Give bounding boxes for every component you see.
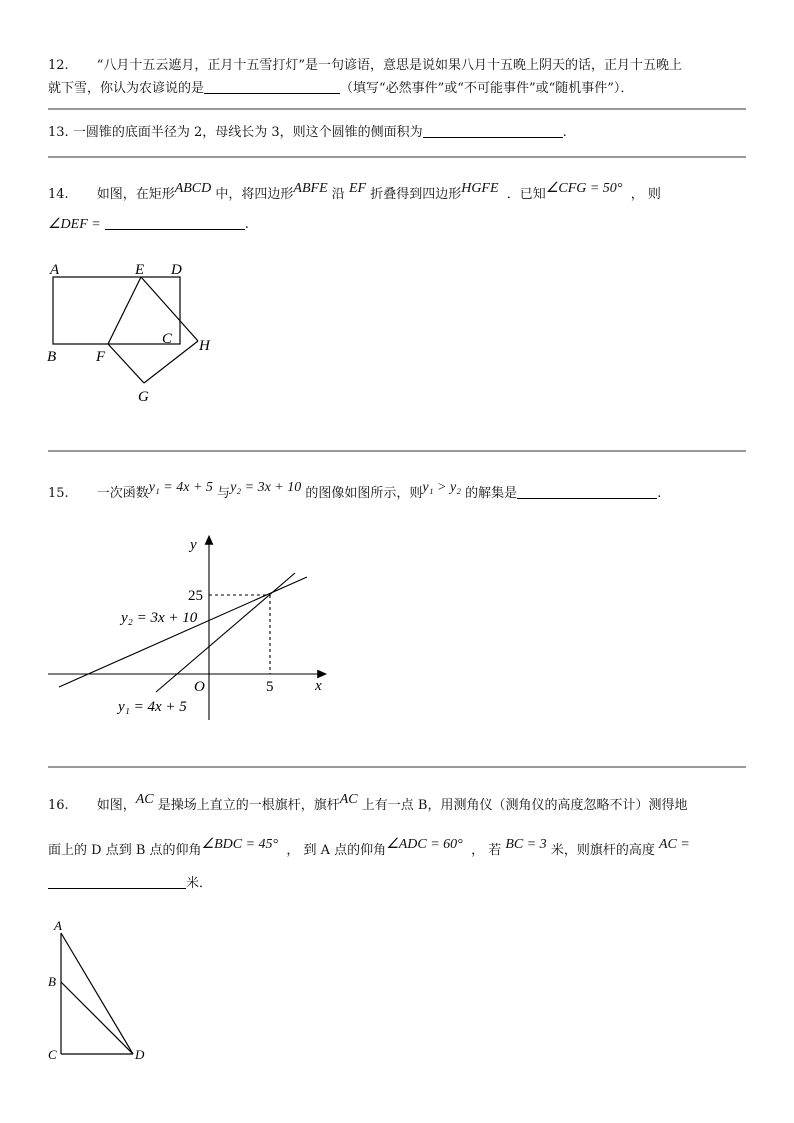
fold-line-ef (108, 277, 141, 344)
q16-math-bdc: ∠BDC = 45° (201, 837, 279, 852)
q12-line1 (48, 54, 682, 73)
line-y2-label: y₂ = 3x + 10 (121, 610, 198, 626)
q14-end: . (244, 217, 249, 232)
label-c: C (162, 331, 173, 347)
label-c: C (48, 1047, 57, 1062)
line-y1-label: y₁ = 4x + 5 (118, 699, 187, 715)
q15-text: 的解集是 (465, 486, 518, 501)
q15-number: 15. (48, 486, 69, 501)
tick-label-5: 5 (266, 679, 274, 695)
q15-end: . (657, 486, 662, 501)
q16-math-ac: AC (135, 792, 154, 807)
label-e: E (135, 262, 145, 278)
q15-graph (44, 530, 344, 725)
label-a: A (50, 262, 60, 278)
q16-line3 (48, 872, 212, 891)
label-f: F (96, 349, 106, 365)
label-d: D (171, 262, 182, 278)
q15-math-y1: y₁ = 4x + 5 (148, 480, 213, 495)
q14-math-def: ∠DEF = (48, 217, 101, 232)
q13 (48, 121, 567, 140)
q14-text: 沿 (331, 187, 345, 202)
q16-text: 上有一点 B，用测角仪（测角仪的高度忽略不计）测得地 (361, 798, 688, 813)
q14-math-hgfe: HGFE (461, 181, 499, 196)
label-b: B (48, 974, 56, 989)
q16-answer-blank[interactable] (48, 875, 186, 889)
q15 (48, 480, 661, 501)
q16-line2 (48, 836, 690, 858)
divider (48, 108, 746, 110)
q16-text: 米，则旗杆的高度 (550, 843, 655, 858)
q16-text: 是操场上直立的一根旗杆，旗杆 (157, 798, 340, 813)
q12-answer-blank[interactable] (204, 80, 340, 94)
q14-text: ．已知 (506, 187, 546, 202)
q14-figure (40, 258, 230, 408)
y-axis-label: y (190, 537, 197, 553)
divider (48, 156, 746, 158)
q16-math-ac: AC (339, 792, 358, 807)
origin-label: O (194, 679, 205, 695)
rectangle-abcd (53, 277, 180, 344)
divider (48, 450, 746, 452)
q14-number: 14. (48, 187, 69, 202)
q14-math-ef: EF (348, 181, 367, 196)
label-h: H (199, 338, 210, 354)
segment-hg (144, 341, 198, 383)
segment-gf (108, 344, 144, 383)
q13-end: . (562, 125, 567, 140)
q16-figure (40, 918, 160, 1068)
q13-number: 13. (48, 125, 69, 140)
q12-text-line1: “八月十五云遮月，正月十五雪打灯”是一句谚语，意思是说如果八月十五晚上阴天的话，正月十五晚上 (96, 58, 682, 73)
q16-line1 (48, 792, 687, 813)
q14-answer-blank[interactable] (105, 216, 245, 230)
q16-text: 面上的 D 点到 B 点的仰角 (48, 843, 202, 858)
divider (48, 766, 746, 768)
q14-math-abfe: ABFE (293, 181, 328, 196)
q13-answer-blank[interactable] (423, 124, 563, 138)
q16-math-ac: AC = (658, 837, 690, 852)
q15-text: 与 (217, 486, 231, 501)
q15-math-y2: y₂ = 3x + 10 (230, 480, 302, 495)
q16-text: 米． (186, 876, 213, 891)
q14-math-cfg: ∠CFG = 50° (545, 181, 623, 196)
q16-text: ， 到 A 点的仰角 (286, 843, 387, 858)
q16-text: ， 若 (471, 843, 502, 858)
q14-text: 折叠得到四边形 (370, 187, 462, 202)
x-axis-label: x (315, 678, 322, 694)
q14-line2 (48, 216, 249, 233)
label-a: A (54, 918, 62, 933)
q14-text: 如图，在矩形 (96, 187, 175, 202)
q14-line1 (48, 180, 661, 202)
q12-text-line2b: （填写“必然事件”或“不可能事件”或“随机事件”）． (340, 81, 634, 96)
label-b: B (47, 349, 57, 365)
label-d: D (135, 1047, 145, 1062)
q12-line2 (48, 77, 633, 96)
q16-math-adc: ∠ADC = 60° (386, 837, 463, 852)
q13-text: 一圆锥的底面半径为 2，母线长为 3，则这个圆锥的侧面积为 (72, 125, 423, 140)
q15-math-ineq: y₁ > y₂ (422, 480, 462, 495)
q16-text: 如图， (96, 798, 136, 813)
tick-label-25: 25 (188, 588, 203, 604)
label-g: G (138, 389, 149, 405)
q12-text-line2a: 就下雪，你认为农谚说的是 (48, 81, 205, 96)
q15-text: 的图像如图所示，则 (305, 486, 423, 501)
q15-text: 一次函数 (96, 486, 149, 501)
q14-math-abcd: ABCD (174, 181, 212, 196)
q12-number: 12. (48, 58, 69, 73)
q16-math-bc: BC = 3 (505, 837, 547, 852)
q15-answer-blank[interactable] (517, 485, 657, 499)
q16-number: 16. (48, 798, 69, 813)
q14-text: 中，将四边形 (215, 187, 294, 202)
q14-text: ， 则 (630, 187, 661, 202)
